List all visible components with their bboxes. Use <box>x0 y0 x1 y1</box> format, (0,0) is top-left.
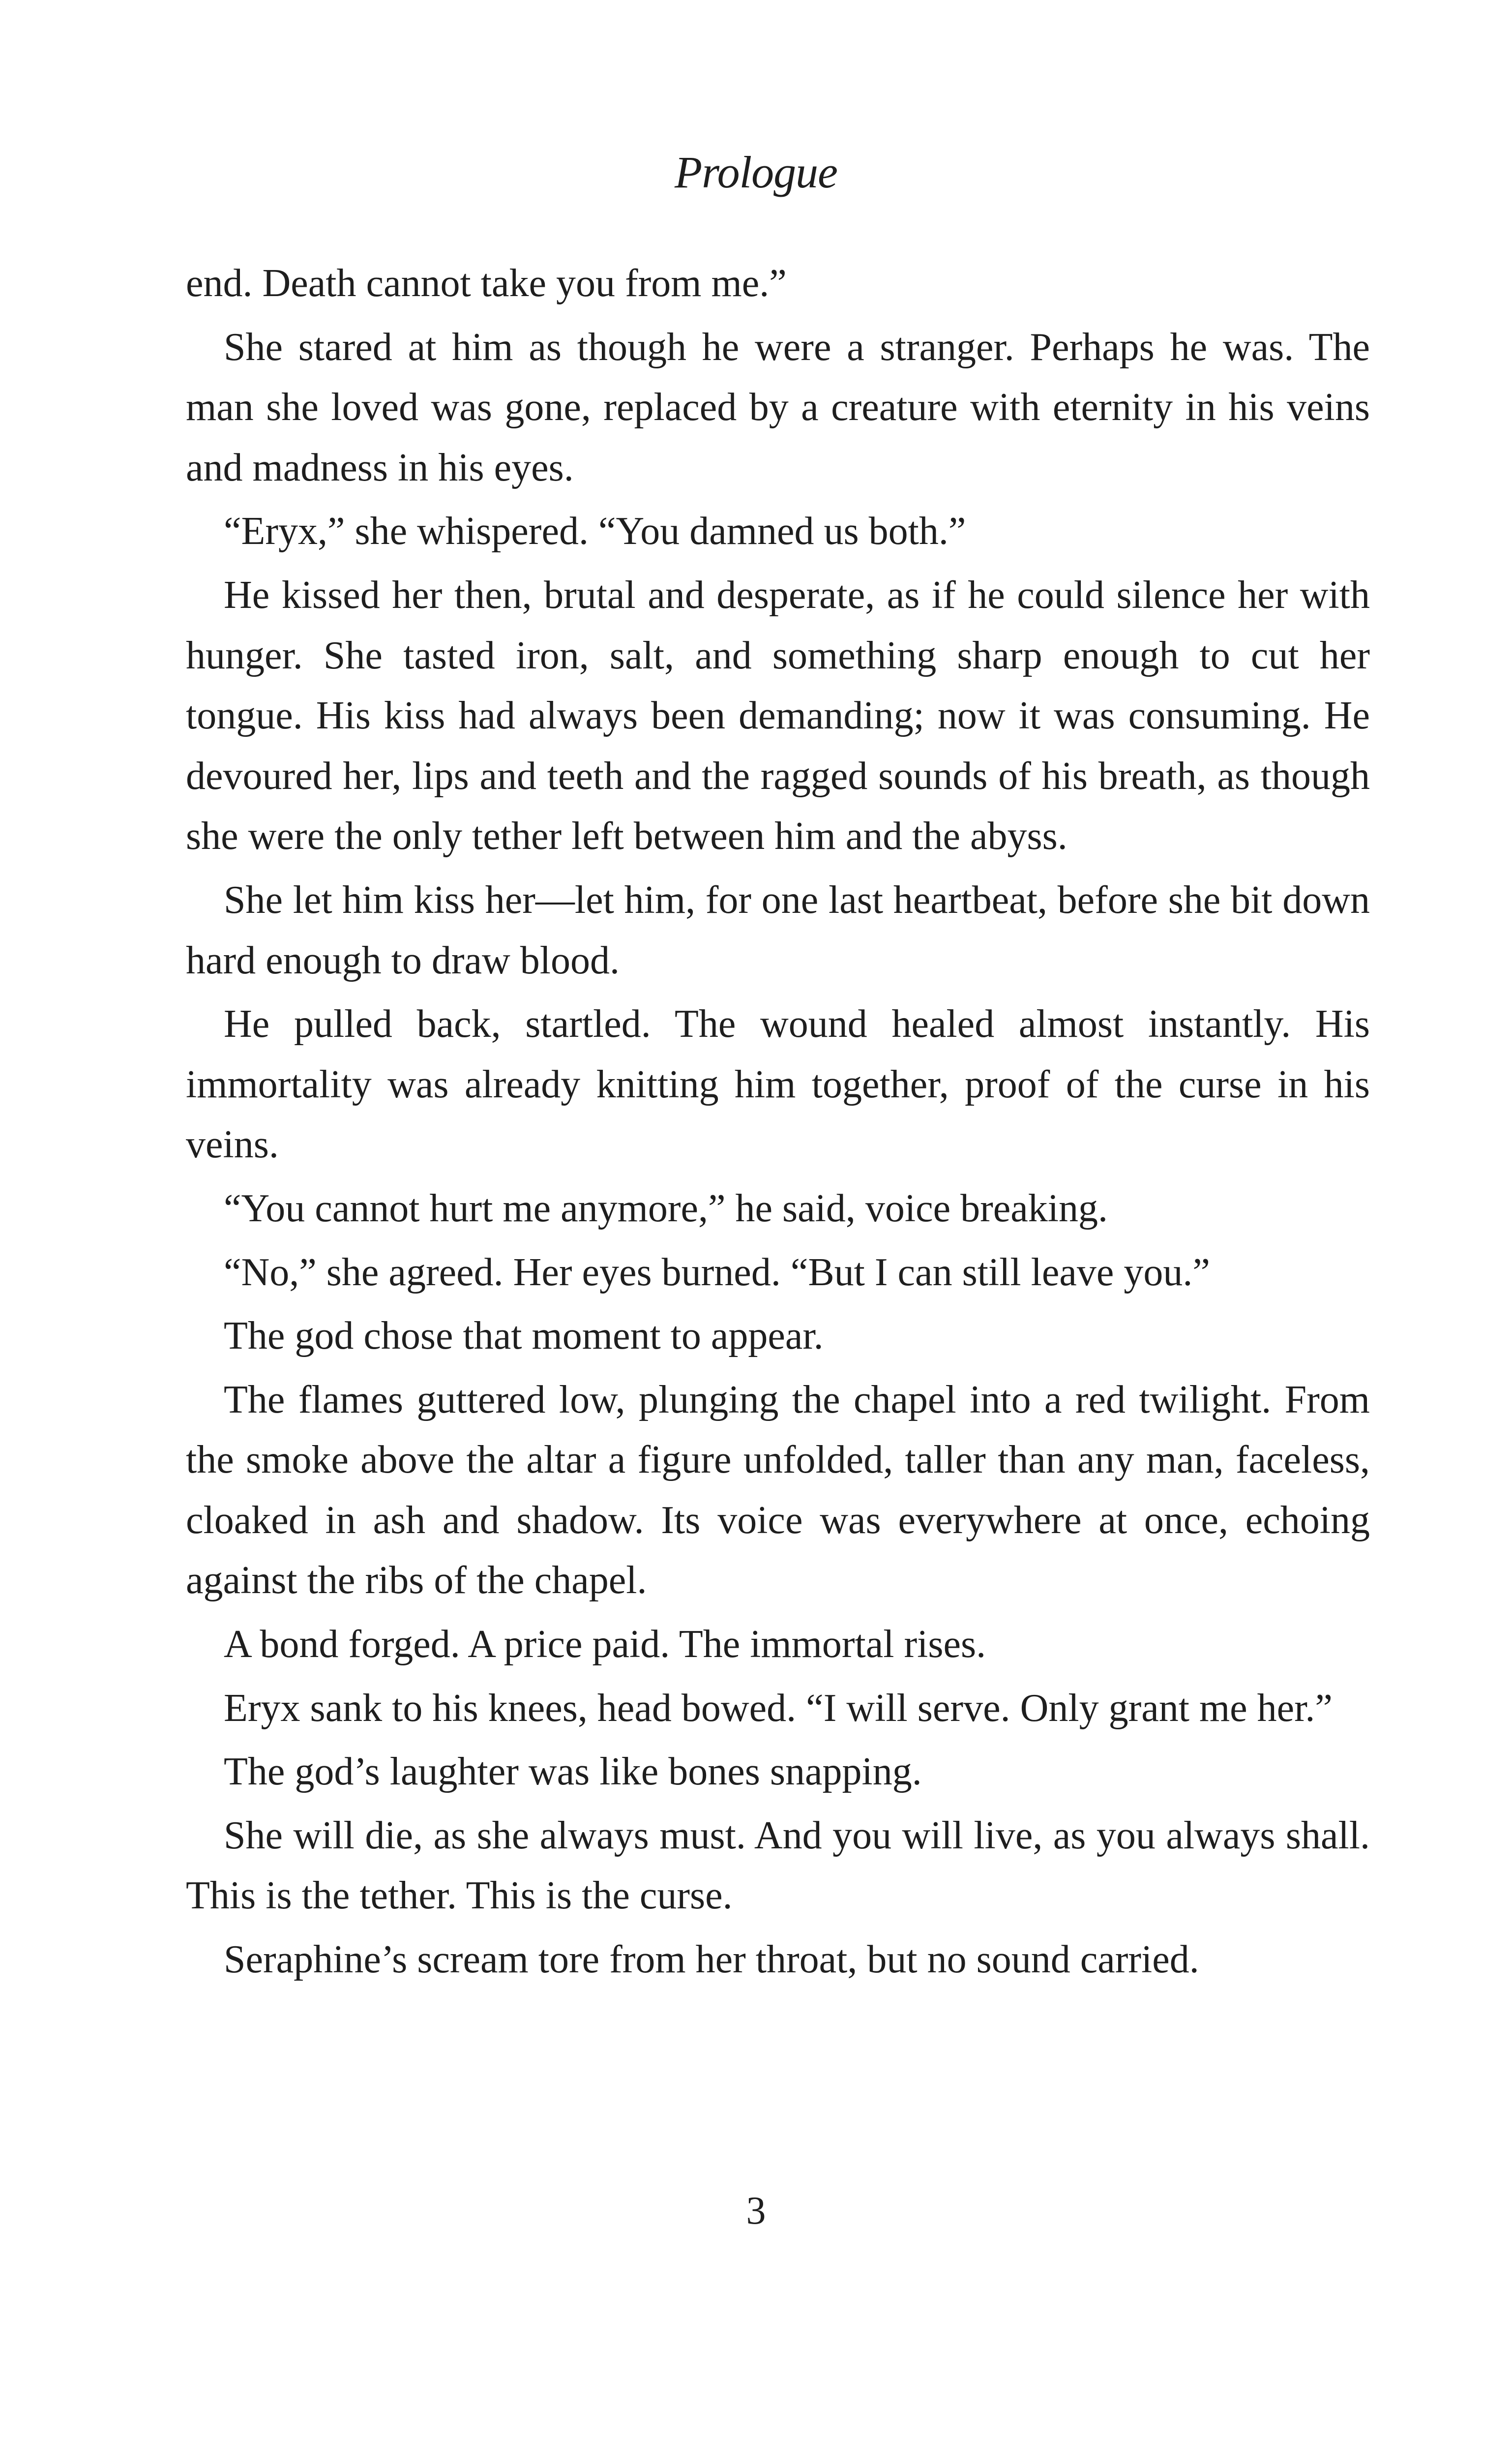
paragraph: He pulled back, startled. The wound healed almost instantly. His immortality was already knitting him together, proof of the curse in his veins. <box>186 1002 1370 1167</box>
paragraph: The god’s laughter was like bones snapping. <box>224 1750 922 1794</box>
paragraph: “No,” she agreed. Her eyes burned. “But I can still leave you.” <box>224 1250 1210 1294</box>
paragraph: Eryx sank to his knees, head bowed. “I will serve. Only grant me her.” <box>224 1686 1333 1730</box>
paragraph: The flames guttered low, plunging the chapel into a red twilight. From the smoke above the altar a figure unfolded, taller than any man, faceless, cloaked in ash and shadow. Its voice was everywhere at once, echoing against the ribs of the chapel. <box>186 1378 1370 1602</box>
paragraph: “You cannot hurt me anymore,” he said, voice breaking. <box>224 1186 1108 1230</box>
body-text <box>186 253 1370 1993</box>
paragraph: She let him kiss her—let him, for one last heartbeat, before she bit down hard enough to draw blood. <box>186 878 1370 982</box>
page-number: 3 <box>746 2189 766 2232</box>
paragraph: She will die, as she always must. And you will live, as you always shall. This is the tether. This is the curse. <box>186 1813 1370 1918</box>
running-title: Prologue <box>675 147 837 197</box>
paragraph-continued: end. Death cannot take you from me.” <box>186 262 787 305</box>
paragraph: The god chose that moment to appear. <box>224 1314 824 1358</box>
paragraph: A bond forged. A price paid. The immortal rises. <box>224 1623 986 1666</box>
paragraph: “Eryx,” she whispered. “You damned us both.” <box>224 510 966 553</box>
paragraph: She stared at him as though he were a stranger. Perhaps he was. The man she loved was gone, replaced by a creature with eternity in his veins and madness in his eyes. <box>186 325 1370 489</box>
paragraph: He kissed her then, brutal and desperate, as if he could silence her with hunger. She tasted iron, salt, and something sharp enough to cut her tongue. His kiss had always been demanding; now it was consuming. He devoured her, lips and teeth and the ragged sounds of his breath, as though she were the only tether left between him and the abyss. <box>186 573 1370 858</box>
paragraph: Seraphine’s scream tore from her throat, but no sound carried. <box>224 1938 1199 1982</box>
